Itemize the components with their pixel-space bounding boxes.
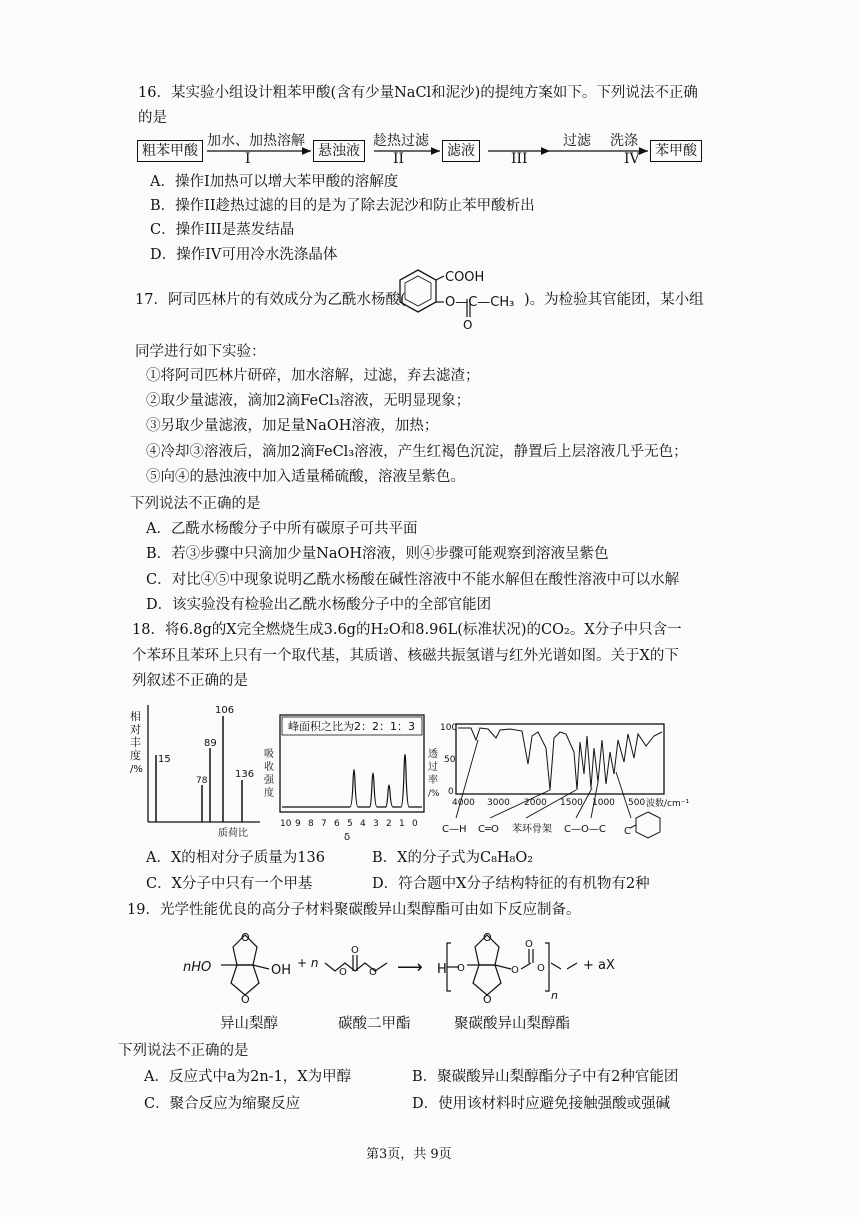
poly-o-right: O	[537, 963, 545, 974]
q17-option-b: B．若③步骤中只滴加少量NaOH溶液，则④步骤可能观察到溶液呈紫色	[146, 546, 609, 562]
ms-xlabel: 质荷比	[218, 828, 248, 839]
ir-xunit: 波数/cm⁻¹	[646, 799, 690, 809]
q17-stem-a: 17．阿司匹林片的有效成分为乙酰水杨酸(	[135, 292, 406, 308]
ir-frame	[456, 724, 664, 794]
svg-text:5: 5	[347, 819, 353, 829]
nmr-ticks	[280, 819, 418, 829]
q19-option-c: C．聚合反应为缩聚反应	[144, 1096, 301, 1112]
nmr-ylabel-4: 度	[264, 788, 274, 799]
ms-label-106: 106	[215, 705, 235, 716]
q17-step-5: ⑤向④的悬浊液中加入适量稀硫酸，溶液呈紫色。	[146, 469, 465, 485]
flow-arrows	[0, 0, 860, 180]
poly-o-bottom: O	[483, 993, 492, 1006]
ir-assign-co: C═O	[478, 824, 499, 835]
ir-benzene-icon	[636, 812, 660, 838]
q19-option-a: A．反应式中a为2n-1，X为甲醇	[144, 1069, 352, 1085]
rx-plus-n: + n	[297, 956, 319, 970]
flow-start-box: 粗苯甲酸	[137, 140, 203, 162]
nmr-ylabel-2: 收	[264, 762, 274, 773]
struct-carbonyl-o: O	[463, 318, 473, 332]
ir-assign-ring: 苯环骨架	[512, 824, 552, 835]
iso-o-top: O	[241, 931, 250, 944]
ms-label-136: 136	[235, 769, 255, 780]
nmr-ylabel-1: 吸	[264, 749, 274, 760]
rx-plus-ax: + aX	[583, 958, 615, 973]
flow-step2-top: 趁热过滤	[373, 133, 429, 149]
q17-option-a: A．乙酰水杨酸分子中所有碳原子可共平面	[146, 521, 418, 537]
nmr-spectrum	[264, 712, 430, 844]
svg-text:2000: 2000	[524, 798, 547, 808]
dmc-structure	[325, 955, 387, 971]
ir-ylabel-2: 过	[428, 762, 438, 773]
q19-stem: 19．光学性能优良的高分子材料聚碳酸异山梨醇酯可由如下反应制备。	[127, 902, 581, 918]
flow-step3-bottom: III	[511, 151, 528, 167]
ms-ylabel-2: 对	[130, 723, 141, 736]
q18-option-d: D．符合题中X分子结构特征的有机物有2种	[372, 876, 650, 892]
dmc-o-right: O	[369, 967, 377, 978]
ir-spectrum	[426, 712, 716, 840]
flow-step4-top-b: 洗涤	[610, 133, 638, 149]
rx-oh: OH	[271, 963, 292, 978]
flow-mid1-box: 悬浊液	[313, 140, 365, 162]
ms-ylabel-3: 丰	[130, 736, 141, 749]
aspirin-structure	[390, 262, 525, 332]
q16-option-d: D．操作IV可用冷水洗涤晶体	[150, 247, 338, 263]
nmr-title: 峰面积之比为2：2：1：3	[288, 720, 415, 733]
ms-label-15: 15	[158, 754, 171, 765]
q18-stem-line1: 18．将6.8g的X完全燃烧生成3.6g的H₂O和8.96L(标准状况)的CO₂。X分子中只含一	[132, 622, 682, 638]
name-isosorbide: 异山梨醇	[220, 1016, 278, 1032]
svg-text:0: 0	[412, 819, 418, 829]
flow-end-box: 苯甲酸	[650, 140, 702, 162]
q17-step-4: ④冷却③溶液后，滴加2滴FeCl₃溶液，产生红褐色沉淀，静置后上层溶液几乎无色；	[146, 444, 688, 460]
q17-step-1: ①将阿司匹林片研碎，加水溶解，过滤，弃去滤渣；	[146, 368, 480, 384]
q17-step-3: ③另取少量滤液，加足量NaOH溶液，加热；	[146, 418, 439, 434]
ir-ylabel-4: /%	[428, 789, 440, 799]
dmc-o-top: O	[351, 945, 359, 956]
flow-step4-top-a: 过滤	[563, 133, 591, 149]
q16-stem-line2: 的是	[138, 110, 167, 126]
ir-ytick-50: 50	[444, 755, 456, 765]
q17-line2: 同学进行如下实验：	[135, 344, 266, 360]
q16-stem-line1: 16．某实验小组设计粗苯甲酸(含有少量NaCl和泥沙)的提纯方案如下。下列说法不正确	[138, 85, 698, 101]
flow-step2-bottom: II	[393, 151, 405, 167]
rx-sub-n: n	[551, 989, 558, 1002]
svg-text:10: 10	[280, 819, 292, 829]
dmc-o-left: O	[339, 967, 347, 978]
svg-text:3000: 3000	[487, 798, 510, 808]
poly-o-top: O	[483, 931, 492, 944]
svg-text:9: 9	[295, 819, 301, 829]
ms-ylabel-1: 相	[130, 710, 141, 723]
ms-ylabel-4: 度	[130, 749, 141, 762]
q18-stem-line2: 个苯环且苯环上只有一个取代基，其质谱、核磁共振氢谱与红外光谱如图。关于X的下	[132, 648, 679, 664]
rx-n-ho: nHO	[183, 960, 212, 975]
svg-text:4000: 4000	[452, 798, 475, 808]
rx-arrow: ⟶	[397, 957, 423, 978]
nmr-ylabel-3: 强	[264, 775, 274, 786]
svg-text:4: 4	[360, 819, 366, 829]
q17-stem-b: )。为检验其官能团，某小组	[524, 292, 704, 308]
q16-option-a: A．操作I加热可以增大苯甲酸的溶解度	[150, 174, 399, 190]
svg-text:2: 2	[386, 819, 392, 829]
svg-text:1: 1	[399, 819, 405, 829]
poly-o-carbonyl: O	[525, 939, 533, 950]
q16-option-b: B．操作II趁热过滤的目的是为了除去泥沙和防止苯甲酸析出	[150, 198, 535, 214]
ir-assign-coc: C—O—C	[564, 824, 606, 835]
nmr-trace	[282, 755, 422, 808]
ir-trace	[458, 728, 662, 790]
q18-option-b: B．X的分子式为C₈H₈O₂	[372, 850, 534, 866]
ir-xticks	[452, 798, 645, 808]
q17-step-2: ②取少量滤液，滴加2滴FeCl₃溶液，无明显现象；	[146, 393, 471, 409]
flow-step4-bottom: IV	[624, 151, 640, 167]
q19-option-d: D．使用该材料时应避免接触强酸或强碱	[412, 1096, 671, 1112]
q18-option-a: A．X的相对分子质量为136	[146, 850, 325, 866]
svg-text:500: 500	[628, 798, 646, 808]
page-footer: 第3页，共 9页	[366, 1147, 452, 1162]
ir-ylabel-1: 透	[428, 749, 438, 760]
q17-ask: 下列说法不正确的是	[130, 496, 261, 512]
svg-text:1000: 1000	[592, 798, 615, 808]
ir-ytick-0: 0	[448, 787, 454, 797]
ir-ytick-100: 100	[440, 723, 458, 733]
flow-step1-top: 加水、加热溶解	[207, 133, 305, 149]
q18-option-c: C．X分子中只有一个甲基	[146, 876, 313, 892]
rx-h: H	[437, 962, 447, 977]
ir-assign-ch: C—H	[442, 824, 467, 835]
poly-o-mid: O	[511, 965, 519, 976]
svg-text:6: 6	[334, 819, 340, 829]
q19-option-b: B．聚碳酸异山梨醇酯分子中有2种官能团	[412, 1069, 679, 1085]
ms-label-78: 78	[196, 776, 208, 786]
q19-reaction-scheme	[175, 925, 655, 1015]
flow-step1-bottom: I	[245, 151, 251, 167]
flow-mid2-box: 滤液	[442, 140, 480, 162]
q19-ask: 下列说法不正确的是	[118, 1043, 249, 1059]
svg-text:8: 8	[308, 819, 314, 829]
ir-ylabel-3: 率	[428, 775, 438, 786]
name-dmc: 碳酸二甲酯	[338, 1016, 411, 1032]
q18-stem-line3: 列叙述不正确的是	[132, 673, 248, 689]
svg-text:3: 3	[373, 819, 379, 829]
ms-ylabel-5: /%	[130, 764, 143, 775]
struct-ester: O—C—CH₃	[445, 295, 515, 310]
iso-o-bottom: O	[241, 993, 250, 1006]
nmr-xlabel: δ	[344, 832, 351, 843]
q16-option-c: C．操作III是蒸发结晶	[150, 222, 295, 238]
poly-o-left: O	[457, 963, 465, 974]
name-polymer: 聚碳酸异山梨醇酯	[454, 1016, 570, 1032]
struct-cooh: COOH	[445, 270, 485, 285]
svg-text:7: 7	[321, 819, 327, 829]
mass-spectrum	[128, 700, 268, 845]
ir-assign-c: C	[624, 826, 631, 837]
q17-option-d: D．该实验没有检验出乙酰水杨酸分子中的全部官能团	[146, 597, 492, 613]
svg-text:1500: 1500	[560, 798, 583, 808]
q17-option-c: C．对比④⑤中现象说明乙酰水杨酸在碱性溶液中不能水解但在酸性溶液中可以水解	[146, 572, 680, 588]
ms-label-89: 89	[204, 738, 217, 749]
isosorbide-structure	[221, 935, 269, 995]
